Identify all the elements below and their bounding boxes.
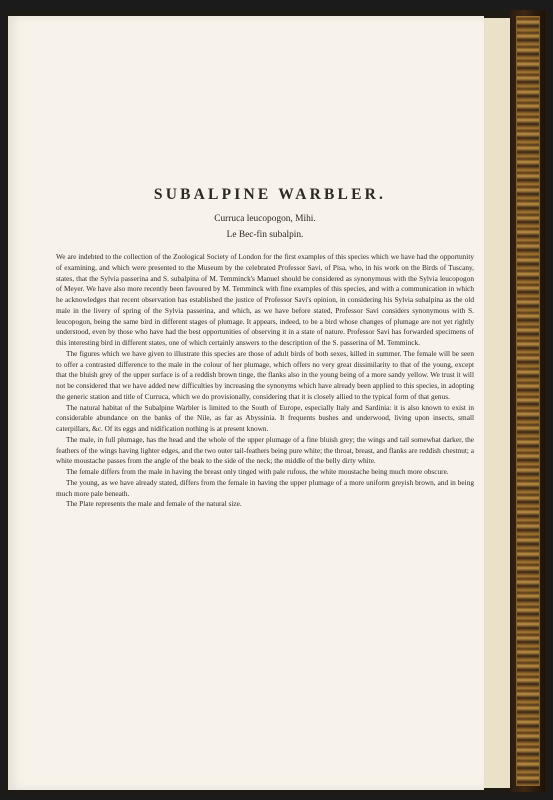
- paragraph: The Plate represents the male and female of the natural size.: [66, 499, 242, 509]
- paragraph: The male, in full plumage, has the head and the whole of the upper plumage of a fine bluish grey; the wings and tail somewhat darker, the feathers of the wings having lighter edges, and the two outer tail-feathers being pure white; the throat, breast, and flanks are reddish chestnut; a white moustache passes from the angle of the beak to the side of the neck; the middle of the belly dirty white.: [56, 434, 474, 466]
- paragraph: We are indebted to the collection of the Zoological Society of London for the first examples of this species which we have had the opportunity of examining, and which were presented to the Museum by the celebrated Professor Savi, of Pisa, who, in his work on the Birds of Tuscany, states, that the Sylvia passerina and S. subalpina of M. Temminck's Manuel should be considered as synonymous with the Sylvia leucopogon of Meyer. We have also more recently been favoured by M. Temminck with fine examples of this species, and with a communication in which he acknowledges that recent observation has established the justice of Professor Savi's opinion, in considering his Sylvia subalpina as the old male in the livery of spring of the Sylvia passerina, and which, as we have before stated, Professor Savi considers synonymous with S. leucopogon, being the same bird in different stages of plumage. It appears, indeed, to be a bird whose changes of plumage are not yet rightly understood, even by those who have had the best opportunities of observing it in a state of nature. Professor Savi has forwarded specimens of this interesting bird in different states, one of which certainly answers to the description of the S. passerina of M. Temminck.: [56, 252, 474, 347]
- scientific-name: Curruca leucopogon, Mihi.: [214, 214, 316, 224]
- paragraph: The young, as we have already stated, differs from the female in having the upper plumage of a more uniform greyish brown, and in being much more pale beneath.: [56, 477, 474, 498]
- paragraph: The natural habitat of the Subalpine Warbler is limited to the South of Europe, especially Italy and Sardinia: it is also known to exist in considerable abundance on the banks of the Nile, as far as Abyssinia. It frequents bushes and underwood, living upon insects, small caterpillars, &c. Of its eggs and nidification nothing is at present known.: [56, 402, 474, 433]
- page-content: [56, 186, 474, 510]
- paragraph: The female differs from the male in having the breast only tinged with pale rufous, the white moustache being much more obscure.: [66, 467, 449, 476]
- gilt-ornament-border: [516, 16, 540, 786]
- page-title: SUBALPINE WARBLER.: [153, 186, 387, 203]
- french-name: Le Bec-fin subalpin.: [226, 230, 304, 240]
- body-text: [56, 252, 474, 510]
- paragraph: The figures which we have given to illustrate this species are those of adult birds of both sexes, killed in summer. The female will be seen to offer a contrasted difference to the male in the colour of her plumage, which offers no very great dissimilarity to that of the young, except that the bluish grey of the upper surface is of a reddish brown tinge, the flanks also in the young being of a more sandy yellow. We trust it will not be considered that we have added new difficulties by increasing the synonyms which have already been applied to this species, in adopting the generic station and title of Curruca, which we do provisionally, considering that it is closely allied to the typical form of that genus.: [56, 348, 474, 401]
